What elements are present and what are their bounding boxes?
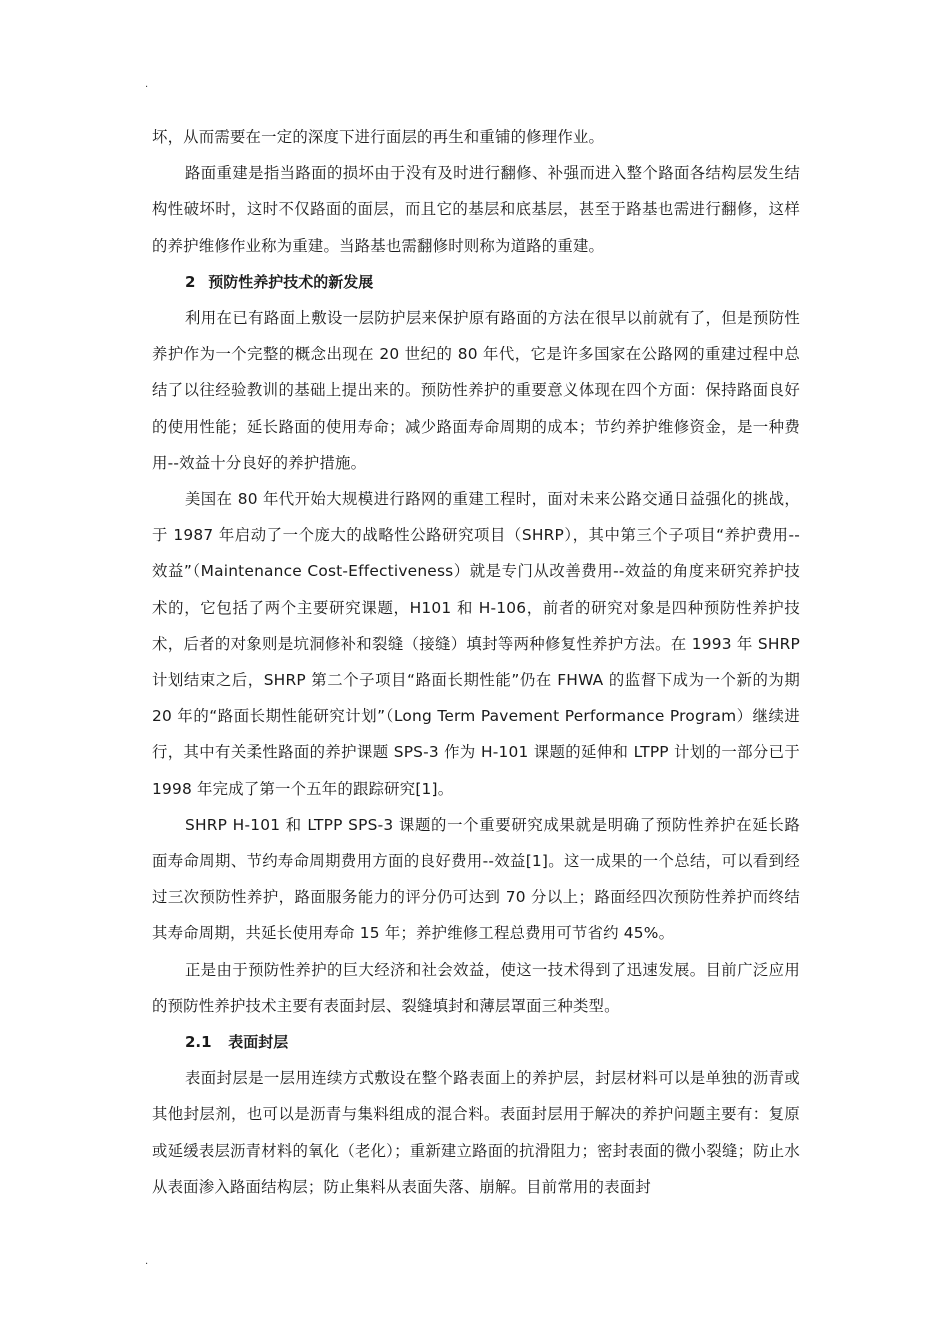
section-number: 2 <box>185 272 196 291</box>
paragraph-surface-seal: 表面封层是一层用连续方式敷设在整个路表面上的养护层，封层材料可以是单独的沥青或其他封层剂，也可以是沥青与集料组成的混合料。表面封层用于解决的养护问题主要有：复原或延缓表层沥青材料的氧化（老化）；重新建立路面的抗滑阻力；密封表面的微小裂缝；防止水从表面渗入路面结构层；防止集料从表面失落、崩解。目前常用的表面封 <box>152 1069 800 1196</box>
paragraph-continuation: 坏，从而需要在一定的深度下进行面层的再生和重铺的修理作业。 <box>152 128 605 146</box>
section-title: 表面封层 <box>228 1033 289 1052</box>
page-corner-mark-bottom: . <box>145 1256 149 1267</box>
paragraph-road-reconstruction: 路面重建是指当路面的损坏由于没有及时进行翻修、补强而进入整个路面各结构层发生结构性破坏时，这时不仅路面的面层，而且它的基层和底基层，甚至于路基也需进行翻修，这样的养护维修作业称为重建。当路基也需翻修时则称为道路的重建。 <box>152 164 800 255</box>
section-heading-2 <box>152 264 800 300</box>
document-page <box>152 119 800 1205</box>
page-corner-mark-top: . <box>145 79 149 90</box>
section-title: 预防性养护技术的新发展 <box>208 272 374 291</box>
section-number: 2.1 <box>185 1033 212 1052</box>
paragraph-shrp-history: 美国在 80 年代开始大规模进行路网的重建工程时，面对未来公路交通日益强化的挑战，于 1987 年启动了一个庞大的战略性公路研究项目（SHRP），其中第三个子项目“养护费用--效益”（Maintenance Cost-Effectiveness）就是专门从改善费用--效益的角度来研究养护技术的，它包括了两个主要研究课题，H101 和 H-106，前者的研究对象是四种预防性养护技术，后者的对象则是坑洞修补和裂缝（接缝）填封等两种修复性养护方法。在 1993 年 SHRP 计划结束之后，SHRP 第二个子项目“路面长期性能”仍在 FHWA 的监督下成为一个新的为期 20 年的“路面长期性能研究计划”（Long Term Pavement Performance Program）继续进行，其中有关柔性路面的养护课题 SPS-3 作为 H-101 课题的延伸和 LTPP 计划的一部分已于 1998 年完成了第一个五年的跟踪研究[1]。 <box>152 490 800 798</box>
paragraph-technology-types: 正是由于预防性养护的巨大经济和社会效益，使这一技术得到了迅速发展。目前广泛应用的预防性养护技术主要有表面封层、裂缝填封和薄层罩面三种类型。 <box>152 960 800 1015</box>
paragraph-research-results: SHRP H-101 和 LTPP SPS-3 课题的一个重要研究成果就是明确了预防性养护在延长路面寿命周期、节约寿命周期费用方面的良好费用--效益[1]。这一成果的一个总结，可以看到经过三次预防性养护，路面服务能力的评分仍可达到 70 分以上；路面经四次预防性养护而终结其寿命周期，共延长使用寿命 15 年；养护维修工程总费用可节省约 45%。 <box>152 815 800 943</box>
paragraph-preventive-concept: 利用在已有路面上敷设一层防护层来保护原有路面的方法在很早以前就有了，但是预防性养护作为一个完整的概念出现在 20 世纪的 80 年代，它是许多国家在公路网的重建过程中总结了以往经验教训的基础上提出来的。预防性养护的重要意义体现在四个方面：保持路面良好的使用性能；延长路面的使用寿命；减少路面寿命周期的成本；节约养护维修资金，是一种费用--效益十分良好的养护措施。 <box>152 309 800 472</box>
section-heading-2-1 <box>152 1024 800 1060</box>
